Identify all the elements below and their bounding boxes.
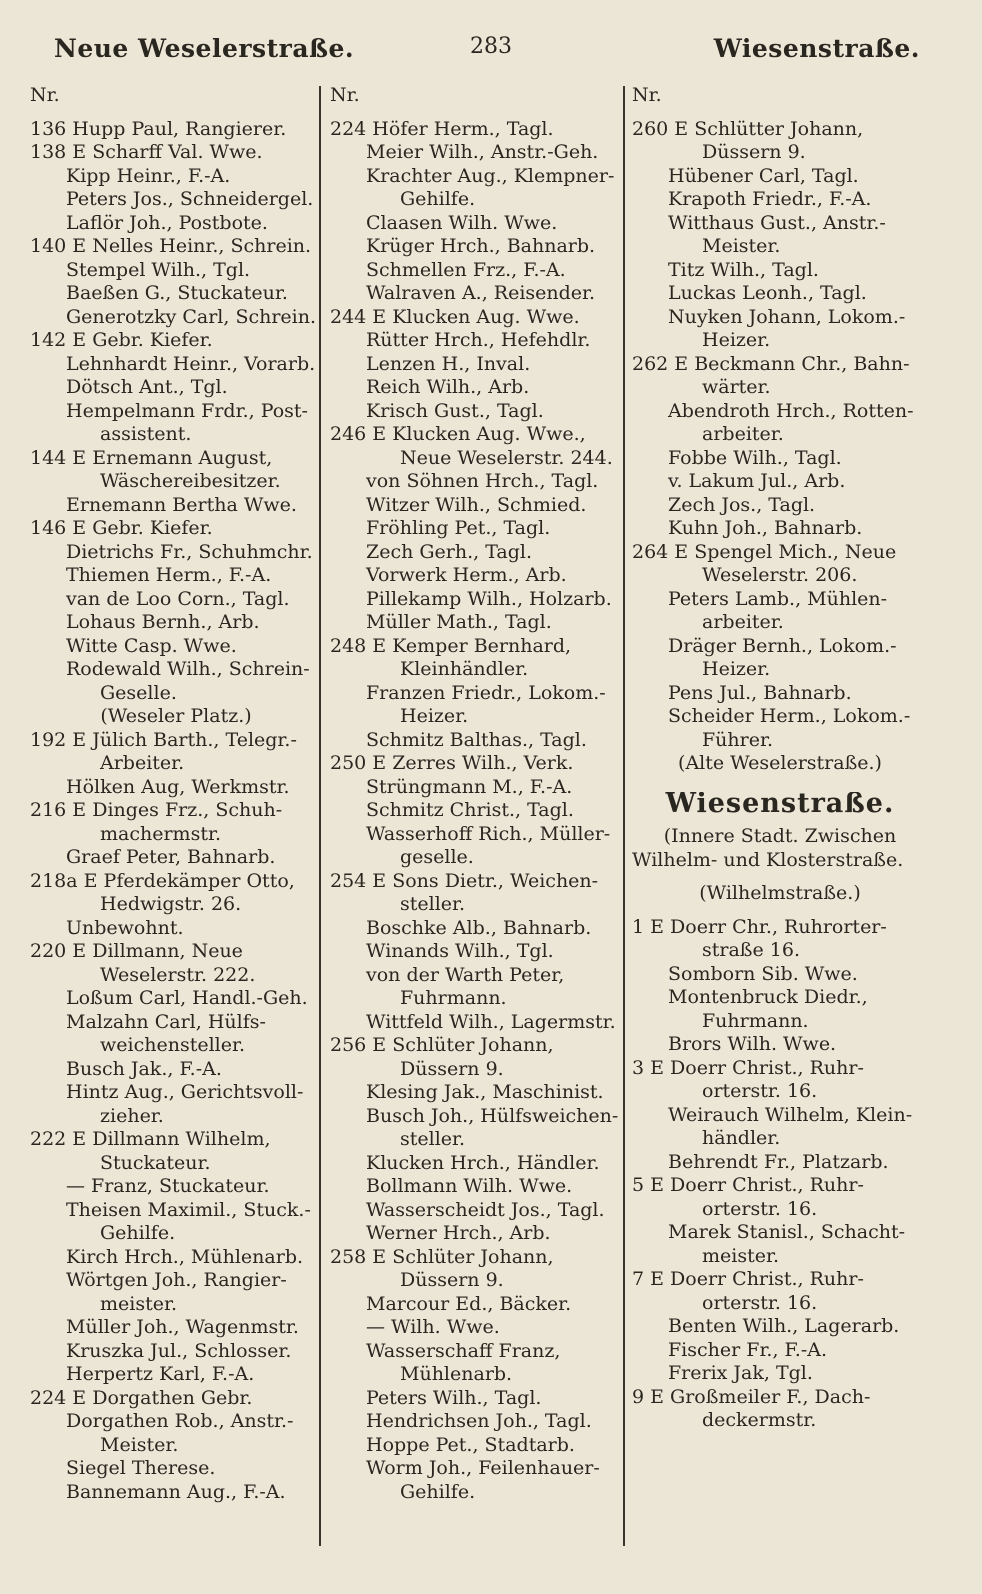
directory-entry: Weselerstr. 222.: [100, 963, 256, 986]
directory-entry: 250 E Zerres Wilh., Verk.: [330, 752, 574, 774]
directory-entry: Frerix Jak, Tgl.: [668, 1362, 813, 1384]
directory-entry: Strüngmann M., F.-A.: [366, 775, 573, 798]
spacer: [330, 108, 622, 118]
directory-entry: Graef Peter, Bahnarb.: [66, 846, 276, 868]
directory-entry: Düssern 9.: [702, 141, 806, 163]
directory-entry: Meier Wilh., Anstr.-Geh.: [366, 141, 599, 163]
directory-entry: Zech Jos., Tagl.: [668, 493, 816, 516]
directory-entry: 146 E Gebr. Kiefer.: [30, 517, 213, 539]
section-note: (Wilhelmstraße.): [699, 882, 861, 904]
directory-entry: Fröhling Pet., Tagl.: [366, 517, 551, 539]
directory-entry: meister.: [100, 1292, 178, 1315]
section-note: (Weseler Platz.): [100, 705, 252, 727]
directory-entry: Müller Joh., Wagenmstr.: [66, 1316, 299, 1338]
section-note: (Innere Stadt. Zwischen: [663, 825, 897, 847]
directory-entry: Busch Jak., F.-A.: [66, 1057, 222, 1080]
directory-entry: Vorwerk Herm., Arb.: [366, 564, 567, 586]
directory-entry: Wasserhoff Rich., Müller-: [366, 822, 611, 845]
directory-entry: Wilhelm- und Klosterstraße.: [632, 848, 904, 871]
directory-entry: Lohaus Bernh., Arb.: [66, 611, 260, 633]
spacer: [632, 108, 928, 118]
directory-entry: Schmitz Christ., Tagl.: [366, 799, 574, 821]
directory-entry: Führer.: [702, 728, 774, 751]
directory-entry: Winands Wilh., Tgl.: [366, 940, 554, 962]
directory-entry: orterstr. 16.: [702, 1291, 818, 1314]
directory-entry: 138 E Scharff Val. Wwe.: [30, 141, 263, 163]
directory-entry: Schmitz Balthas., Tagl.: [366, 728, 587, 751]
directory-entry: Pens Jul., Bahnarb.: [668, 681, 852, 704]
directory-entry: Hempelmann Frdr., Post-: [66, 399, 308, 422]
directory-entry: 220 E Dillmann, Neue: [30, 940, 243, 962]
directory-entry: Klucken Hrch., Händler.: [366, 1151, 600, 1174]
page-number: 283: [470, 34, 512, 59]
directory-entry: Theisen Maximil., Stuck.-: [66, 1198, 311, 1221]
directory-entry: Lenzen H., Inval.: [366, 352, 531, 375]
directory-entry: Wittfeld Wilh., Lagermstr.: [366, 1010, 616, 1033]
directory-entry: Herpertz Karl, F.-A.: [66, 1363, 255, 1385]
directory-entry: 9 E Großmeiler F., Dach-: [632, 1385, 871, 1408]
section-title: Wiesenstraße.: [665, 791, 895, 815]
directory-entry: 244 E Klucken Aug. Wwe.: [330, 305, 580, 328]
directory-entry: Malzahn Carl, Hülfs-: [66, 1010, 266, 1033]
directory-entry: händler.: [702, 1127, 781, 1149]
directory-entry: Düssern 9.: [400, 1269, 504, 1291]
spacer: [632, 872, 928, 882]
directory-entry: Unbewohnt.: [66, 916, 184, 939]
column-left: [30, 84, 322, 1554]
directory-entry: von Söhnen Hrch., Tagl.: [366, 470, 599, 492]
directory-entry: Rodewald Wilh., Schrein-: [66, 658, 310, 680]
spacer: [30, 108, 322, 118]
directory-entry: Arbeiter.: [100, 752, 185, 774]
directory-entry: 144 E Ernemann August,: [30, 446, 273, 469]
directory-entry: Kirch Hrch., Mühlenarb.: [66, 1245, 304, 1268]
directory-entry: Heizer.: [702, 658, 771, 680]
directory-entry: orterstr. 16.: [702, 1197, 818, 1220]
directory-entry: Franzen Friedr., Lokom.-: [366, 681, 606, 704]
spacer: [632, 906, 928, 916]
directory-entry: Hedwigstr. 26.: [100, 893, 242, 915]
directory-entry: Krachter Aug., Klempner-: [366, 164, 615, 187]
directory-entry: — Franz, Stuckateur.: [66, 1175, 270, 1197]
directory-entry: arbeiter.: [702, 611, 784, 633]
directory-entry: Somborn Sib. Wwe.: [668, 962, 858, 985]
directory-entry: Laflör Joh., Postbote.: [66, 211, 268, 234]
directory-entry: 7 E Doerr Christ., Ruhr-: [632, 1268, 864, 1290]
directory-entry: Nuyken Johann, Lokom.-: [668, 305, 906, 328]
directory-entry: 192 E Jülich Barth., Telegr.-: [30, 728, 297, 751]
directory-entry: Dräger Bernh., Lokom.-: [668, 634, 897, 657]
directory-entry: Krisch Gust., Tagl.: [366, 399, 544, 422]
column-right: [632, 84, 928, 1554]
directory-entry: Rütter Hrch., Hefehdlr.: [366, 329, 591, 351]
directory-entry: arbeiter.: [702, 423, 784, 445]
directory-entry: Fuhrmann.: [400, 987, 507, 1009]
directory-entry: Geselle.: [100, 681, 177, 704]
directory-entry: Ernemann Bertha Wwe.: [66, 493, 297, 516]
directory-entry: Nr.: [632, 84, 662, 106]
directory-entry: Boschke Alb., Bahnarb.: [366, 916, 592, 939]
column-divider: [623, 86, 625, 1546]
directory-entry: Fuhrmann.: [702, 1009, 809, 1032]
directory-entry: Abendroth Hrch., Rotten-: [668, 399, 914, 422]
directory-entry: zieher.: [100, 1104, 164, 1127]
directory-entry: 256 E Schlüter Johann,: [330, 1034, 554, 1056]
directory-entry: Bollmann Wilh. Wwe.: [366, 1175, 573, 1197]
directory-entry: Neue Weselerstr. 244.: [400, 446, 613, 469]
directory-entry: Claasen Wilh. Wwe.: [366, 211, 558, 234]
directory-entry: 142 E Gebr. Kiefer.: [30, 329, 213, 351]
header-right-street: Wiesenstraße.: [713, 34, 920, 63]
directory-entry: Benten Wilh., Lagerarb.: [668, 1315, 900, 1337]
directory-entry: Witzer Wilh., Schmied.: [366, 493, 587, 516]
directory-entry: Reich Wilh., Arb.: [366, 376, 530, 398]
directory-entry: weichensteller.: [100, 1034, 246, 1056]
directory-entry: 216 E Dinges Frz., Schuh-: [30, 799, 283, 821]
directory-entry: Klesing Jak., Maschinist.: [366, 1081, 604, 1103]
section-note: (Alte Weselerstraße.): [678, 752, 882, 774]
directory-entry: 262 E Beckmann Chr., Bahn-: [632, 352, 910, 375]
directory-entry: Hübener Carl, Tagl.: [668, 164, 859, 187]
directory-entry: Lehnhardt Heinr., Vorarb.: [66, 352, 316, 375]
directory-entry: Mühlenarb.: [400, 1363, 513, 1385]
directory-entry: steller.: [400, 893, 466, 915]
directory-entry: 264 E Spengel Mich., Neue: [632, 540, 897, 563]
directory-entry: Kipp Heinr., F.-A.: [66, 164, 231, 187]
directory-entry: Hoppe Pet., Stadtarb.: [366, 1433, 575, 1456]
directory-entry: Fobbe Wilh., Tagl.: [668, 446, 842, 469]
directory-entry: orterstr. 16.: [702, 1080, 818, 1102]
directory-entry: Weselerstr. 206.: [702, 564, 858, 586]
directory-entry: 224 Höfer Herm., Tagl.: [330, 117, 554, 140]
directory-entry: deckermstr.: [702, 1409, 817, 1431]
directory-entry: Walraven A., Reisender.: [366, 282, 596, 304]
directory-entry: Wäschereibesitzer.: [100, 470, 281, 492]
directory-entry: Thiemen Herm., F.-A.: [66, 564, 272, 586]
directory-entry: Stempel Wilh., Tgl.: [66, 258, 251, 281]
directory-entry: Witte Casp. Wwe.: [66, 634, 237, 657]
directory-entry: Peters Wilh., Tagl.: [366, 1386, 542, 1409]
directory-entry: 258 E Schlüter Johann,: [330, 1245, 554, 1268]
directory-entry: Krüger Hrch., Bahnarb.: [366, 235, 596, 257]
directory-entry: Müller Math., Tagl.: [366, 611, 552, 633]
directory-entry: Wasserscheidt Jos., Tagl.: [366, 1198, 605, 1221]
directory-entry: wärter.: [702, 376, 771, 398]
directory-entry: 222 E Dillmann Wilhelm,: [30, 1128, 271, 1150]
directory-entry: Wasserschaff Franz,: [366, 1339, 561, 1362]
directory-entry: Dorgathen Rob., Anstr.-: [66, 1410, 294, 1432]
directory-entry: 224 E Dorgathen Gebr.: [30, 1386, 253, 1409]
directory-entry: Hendrichsen Joh., Tagl.: [366, 1410, 592, 1432]
directory-entry: Gehilfe.: [400, 188, 476, 210]
directory-entry: 260 E Schlütter Johann,: [632, 117, 864, 140]
directory-entry: Wörtgen Joh., Rangier-: [66, 1269, 287, 1291]
directory-entry: van de Loo Corn., Tagl.: [66, 587, 290, 610]
directory-entry: — Wilh. Wwe.: [366, 1316, 500, 1338]
directory-entry: Stuckateur.: [100, 1151, 211, 1174]
directory-entry: Baeßen G., Stuckateur.: [66, 282, 288, 304]
directory-entry: meister.: [702, 1244, 780, 1267]
directory-entry: Fischer Fr., F.-A.: [668, 1338, 827, 1361]
directory-entry: Zech Gerh., Tagl.: [366, 540, 533, 563]
directory-entry: Weirauch Wilhelm, Klein-: [668, 1103, 913, 1126]
directory-entry: Dietrichs Fr., Schuhmchr.: [66, 540, 313, 563]
directory-entry: Brors Wilh. Wwe.: [668, 1033, 837, 1055]
directory-entry: Hölken Aug, Werkmstr.: [66, 775, 290, 798]
directory-entry: geselle.: [400, 846, 474, 868]
directory-entry: Bannemann Aug., F.-A.: [66, 1480, 286, 1503]
directory-entry: Meister.: [702, 235, 781, 257]
directory-entry: Schmellen Frz., F.-A.: [366, 258, 566, 281]
column-middle: [330, 84, 622, 1554]
directory-entry: straße 16.: [702, 939, 800, 961]
directory-entry: 1 E Doerr Chr., Ruhrorter-: [632, 915, 887, 938]
directory-entry: Siegel Therese.: [66, 1457, 216, 1479]
directory-entry: 246 E Klucken Aug. Wwe.,: [330, 423, 586, 445]
directory-entry: 254 E Sons Dietr., Weichen-: [330, 869, 599, 892]
directory-entry: Dötsch Ant., Tgl.: [66, 376, 228, 398]
directory-entry: v. Lakum Jul., Arb.: [668, 470, 846, 492]
directory-entry: machermstr.: [100, 822, 221, 845]
directory-entry: Heizer.: [702, 329, 771, 351]
directory-entry: Werner Hrch., Arb.: [366, 1222, 551, 1244]
directory-entry: Generotzky Carl, Schrein.: [66, 305, 317, 328]
directory-entry: Düssern 9.: [400, 1057, 504, 1080]
directory-entry: 140 E Nelles Heinr., Schrein.: [30, 235, 312, 257]
directory-entry: Nr.: [330, 84, 360, 106]
directory-entry: Worm Joh., Feilenhauer-: [366, 1457, 600, 1479]
directory-entry: Montenbruck Diedr.,: [668, 986, 868, 1008]
directory-entry: 248 E Kemper Bernhard,: [330, 634, 572, 657]
directory-entry: Marek Stanisl., Schacht-: [668, 1221, 906, 1243]
directory-entry: Meister.: [100, 1433, 179, 1456]
directory-entry: assistent.: [100, 423, 192, 445]
directory-entry: 136 Hupp Paul, Rangierer.: [30, 117, 287, 140]
directory-entry: Nr.: [30, 84, 60, 106]
directory-entry: Gehilfe.: [400, 1480, 476, 1503]
page-header: [28, 28, 954, 68]
directory-entry: Titz Wilh., Tagl.: [668, 258, 819, 281]
directory-entry: 218a E Pferdekämper Otto,: [30, 869, 295, 892]
directory-entry: von der Warth Peter,: [366, 963, 565, 986]
directory-entry: Marcour Ed., Bäcker.: [366, 1292, 572, 1315]
directory-entry: Loßum Carl, Handl.-Geh.: [66, 987, 308, 1009]
directory-entry: Heizer.: [400, 705, 469, 727]
directory-entry: Kruszka Jul., Schlosser.: [66, 1339, 292, 1362]
header-left-street: Neue Weselerstraße.: [54, 34, 355, 63]
directory-entry: Witthaus Gust., Anstr.-: [668, 211, 886, 234]
directory-entry: Behrendt Fr., Platzarb.: [668, 1150, 889, 1173]
directory-entry: Gehilfe.: [100, 1222, 176, 1244]
directory-entry: Peters Jos., Schneidergel.: [66, 188, 314, 210]
directory-entry: 3 E Doerr Christ., Ruhr-: [632, 1056, 864, 1079]
directory-entry: Busch Joh., Hülfsweichen-: [366, 1104, 619, 1127]
directory-entry: 5 E Doerr Christ., Ruhr-: [632, 1174, 864, 1196]
directory-entry: Hintz Aug., Gerichtsvoll-: [66, 1081, 304, 1103]
directory-entry: Kuhn Joh., Bahnarb.: [668, 517, 863, 539]
directory-entry: steller.: [400, 1128, 466, 1150]
directory-entry: Peters Lamb., Mühlen-: [668, 587, 888, 610]
directory-entry: Krapoth Friedr., F.-A.: [668, 188, 872, 210]
directory-entry: Kleinhändler.: [400, 658, 529, 680]
directory-entry: Scheider Herm., Lokom.-: [668, 705, 911, 727]
directory-entry: Luckas Leonh., Tagl.: [668, 282, 867, 304]
directory-entry: Pillekamp Wilh., Holzarb.: [366, 587, 612, 610]
